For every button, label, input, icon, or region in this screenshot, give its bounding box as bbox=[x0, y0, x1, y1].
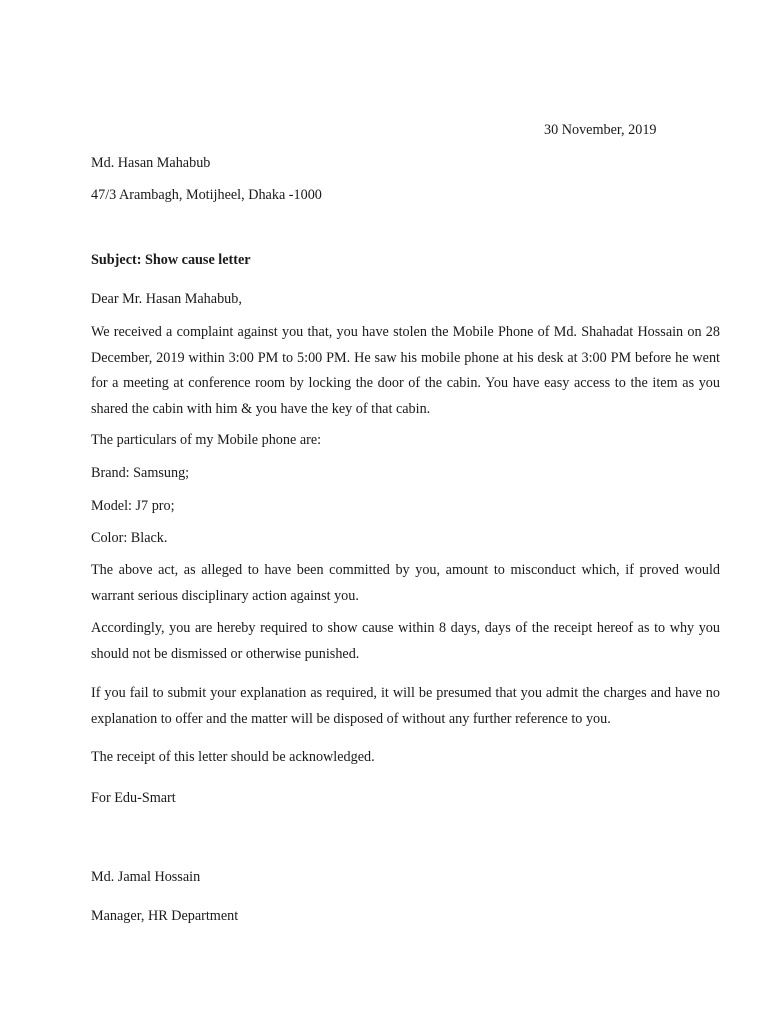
paragraph-complaint: We received a complaint against you that, you have stolen the Mobile Phone of Md. Shahadat Hossain on 28 December, 2019 within 3:00 PM to 5:00 PM. He saw his mobile phone at his desk at 3:00 PM before he went for a meeting at conference room by locking the door of the cabin. You have easy access to the item as you shared the cabin with him & you have the key of that cabin. bbox=[91, 324, 720, 417]
acknowledgement-line: The receipt of this letter should be acknowledged. bbox=[91, 749, 375, 765]
signatory-name: Md. Jamal Hossain bbox=[91, 869, 201, 885]
letter-salutation: Dear Mr. Hasan Mahabub, bbox=[91, 291, 242, 307]
paragraph-misconduct: The above act, as alleged to have been committed by you, amount to misconduct which, if proved would warrant serious disciplinary action against you. bbox=[91, 562, 720, 604]
signatory-title: Manager, HR Department bbox=[91, 908, 239, 924]
particular-brand: Brand: Samsung; bbox=[91, 465, 190, 481]
letter-closing: For Edu-Smart bbox=[91, 790, 176, 806]
letter-subject: Subject: Show cause letter bbox=[91, 252, 251, 268]
particular-model: Model: J7 pro; bbox=[91, 498, 175, 514]
particulars-intro: The particulars of my Mobile phone are: bbox=[91, 432, 322, 448]
recipient-address: 47/3 Arambagh, Motijheel, Dhaka -1000 bbox=[91, 187, 322, 203]
paragraph-show-cause: Accordingly, you are hereby required to show cause within 8 days, days of the receipt hereof as to why you should not be dismissed or otherwise punished. bbox=[91, 620, 720, 662]
recipient-name: Md. Hasan Mahabub bbox=[91, 155, 211, 171]
paragraph-consequence: If you fail to submit your explanation as required, it will be presumed that you admit the charges and have no explanation to offer and the matter will be disposed of without any further reference to you. bbox=[91, 685, 720, 727]
particular-color: Color: Black. bbox=[91, 530, 168, 546]
letter-date: 30 November, 2019 bbox=[544, 122, 657, 138]
